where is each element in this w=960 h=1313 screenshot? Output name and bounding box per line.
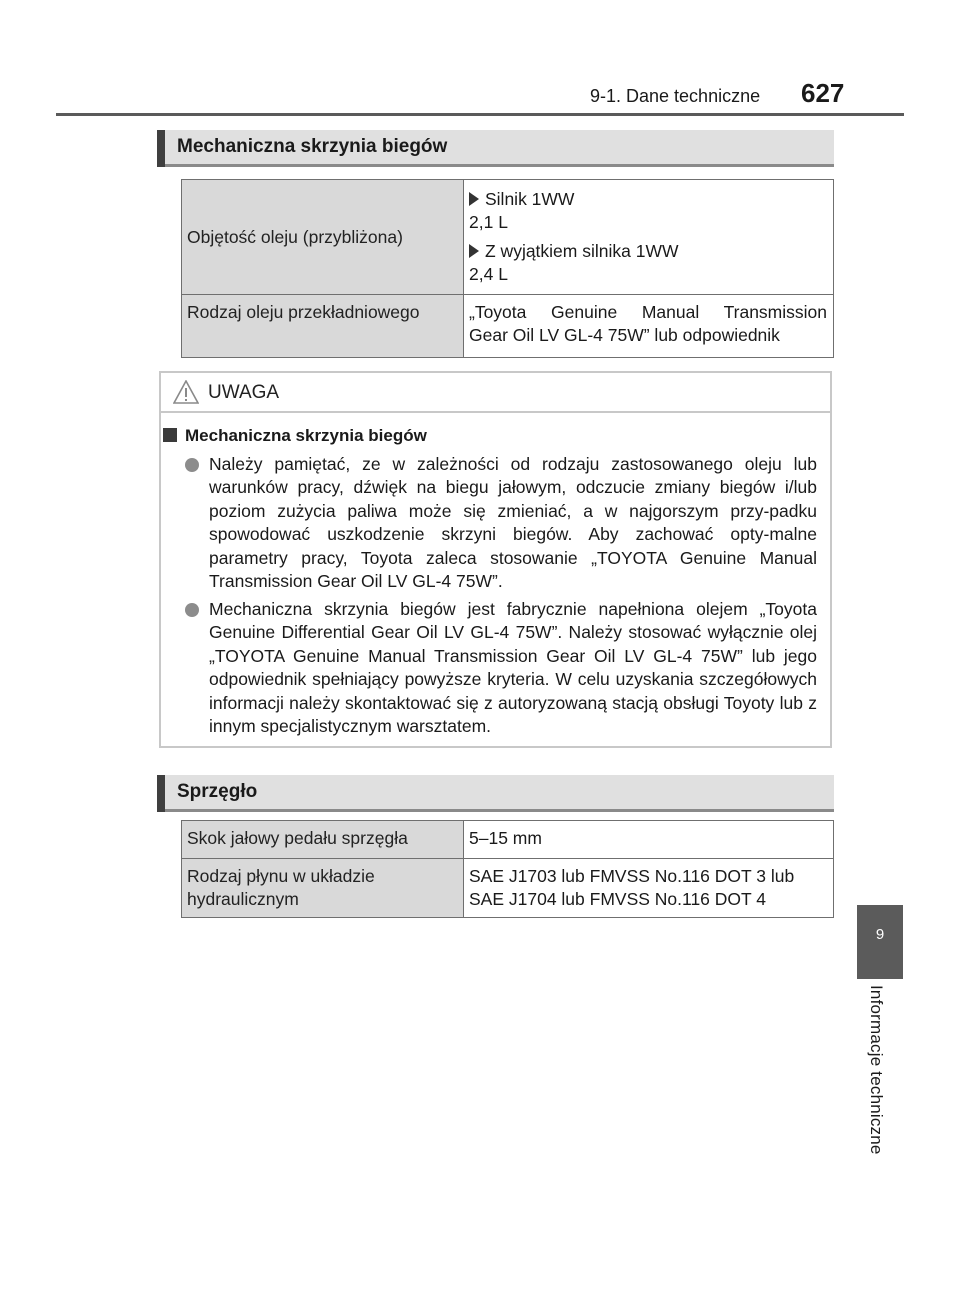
warning-subheading-text: Mechaniczna skrzynia biegów <box>185 426 427 445</box>
section-heading-clutch <box>157 775 834 812</box>
row-key: Rodzaj oleju przekładniowego <box>182 295 464 358</box>
warning-item-text: Mechaniczna skrzynia biegów jest fabrycznie napełniona olejem „Toyota Genuine Differential Gear Oil LV GL-4 75W”. Należy stosować wyłącznie olej „TOYOTA Genuine Manual Transmission Gear Oil LV GL-4 75W” lub jego odpowiednik spełniający powyższe kryteria. W celu uzyskania szczegółowych informacji należy skontaktować się z autoryzowaną stacją obsługi Toyoty lub z innym specjalistycznym warsztatem. <box>209 599 817 737</box>
table-row <box>182 180 834 295</box>
section-title: 9-1. Dane techniczne <box>590 86 761 106</box>
section-heading-text: Mechaniczna skrzynia biegów <box>177 136 448 157</box>
warning-box <box>159 371 832 748</box>
row-value <box>464 859 834 918</box>
oil-item-other <box>469 240 827 263</box>
value-line: SAE J1703 lub FMVSS No.116 DOT 3 lub <box>469 866 795 886</box>
key-line: hydraulicznym <box>187 889 299 909</box>
row-key: Skok jałowy pedału sprzęgła <box>182 821 464 859</box>
section-heading-gearbox <box>157 130 834 167</box>
warning-title: UWAGA <box>208 382 280 403</box>
item-label: Silnik 1WW <box>485 189 575 209</box>
row-key: Objętość oleju (przybliżona) <box>182 180 464 295</box>
warning-header <box>161 373 830 413</box>
arrow-right-icon <box>469 192 479 206</box>
chapter-label: Informacje techniczne <box>867 985 886 1155</box>
square-bullet-icon <box>163 428 177 442</box>
heading-bar <box>157 775 165 812</box>
bullet-dot-icon <box>185 603 199 617</box>
chapter-tab <box>857 905 903 979</box>
value-line: SAE J1704 lub FMVSS No.116 DOT 4 <box>469 889 766 909</box>
item-value: 2,4 L <box>469 264 508 284</box>
value-line: „Toyota Genuine Manual Transmission <box>469 302 827 322</box>
row-key <box>182 859 464 918</box>
row-value: 5–15 mm <box>464 821 834 859</box>
page-number: 627 <box>801 78 845 108</box>
row-value <box>464 180 834 295</box>
oil-item-1ww <box>469 188 827 211</box>
section-heading-text: Sprzęgło <box>177 781 258 802</box>
table-row <box>182 859 834 918</box>
bullet-dot-icon <box>185 458 199 472</box>
value-line: Gear Oil LV GL-4 75W” lub odpowiednik <box>469 325 780 345</box>
chapter-number: 9 <box>875 926 885 943</box>
clutch-spec-table <box>181 820 834 918</box>
table-row <box>182 295 834 358</box>
warning-subheading <box>163 426 427 446</box>
gearbox-spec-table <box>181 179 834 358</box>
key-line: Rodzaj płynu w układzie <box>187 866 375 886</box>
header-divider <box>56 113 904 116</box>
table-row <box>182 821 834 859</box>
item-value: 2,1 L <box>469 212 508 232</box>
item-label: Z wyjątkiem silnika 1WW <box>485 241 679 261</box>
warning-item <box>209 453 817 593</box>
arrow-right-icon <box>469 244 479 258</box>
row-value <box>464 295 834 358</box>
warning-triangle-icon <box>173 380 199 404</box>
page-header <box>0 74 960 114</box>
warning-item-text: Należy pamiętać, ze w zależności od rodzaju zastosowanego oleju lub warunków pracy, dźwięk na biegu jałowym, odczucie zmiany biegów i/lub poziom zużycia paliwa może się zmieniać, a w najgorszym przy-padku spowodować uszkodzenie skrzyni biegów. Aby zachować opty-malne parametry pracy, Toyota zaleca stosowanie „TOYOTA Genuine Manual Transmission Gear Oil LV GL-4 75W”. <box>209 454 817 592</box>
heading-bar <box>157 130 165 167</box>
warning-item <box>209 598 817 738</box>
